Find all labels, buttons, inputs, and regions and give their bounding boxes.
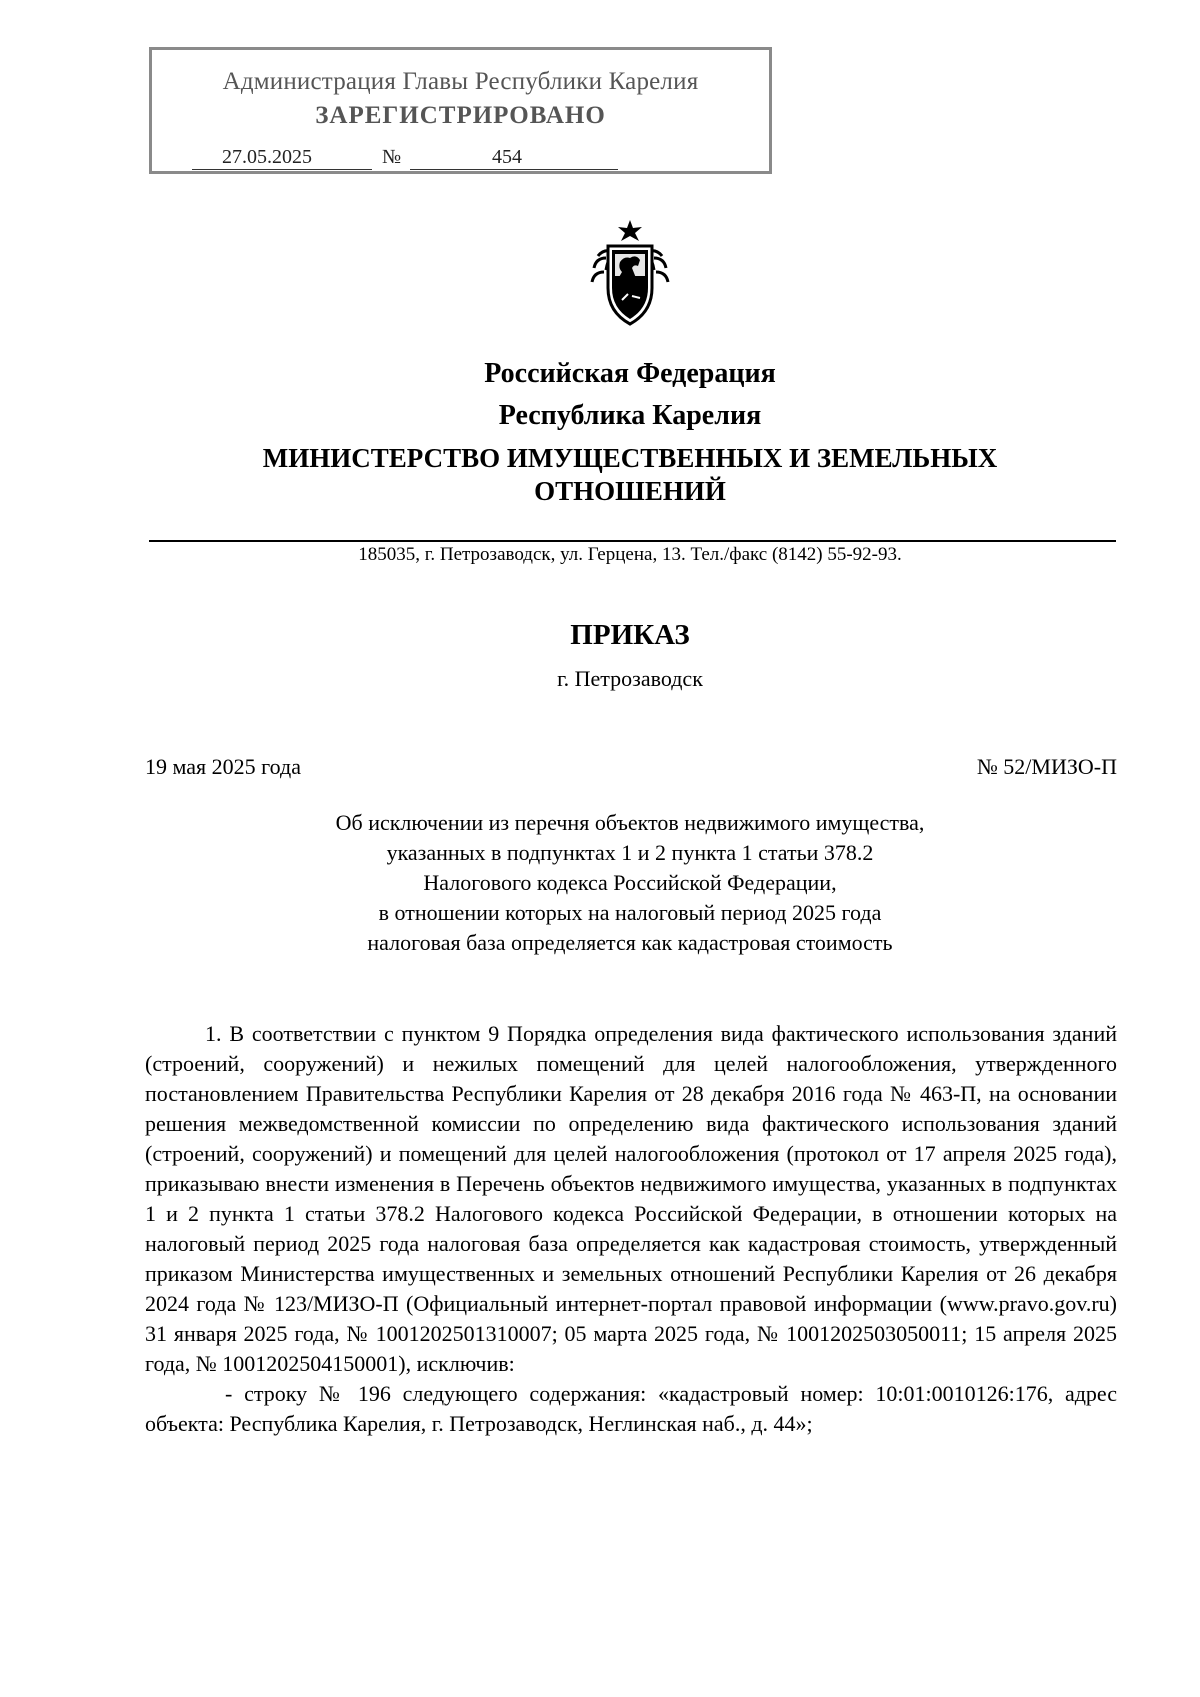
header-ministry-line1: МИНИСТЕРСТВО ИМУЩЕСТВЕННЫХ И ЗЕМЕЛЬНЫХ: [262, 443, 998, 473]
stamp-number-label: №: [382, 146, 402, 168]
stamp-date: 27.05.2025: [192, 146, 372, 170]
order-number: № 52/МИЗО-П: [976, 754, 1117, 779]
body-paragraph-1: 1. В соответствии с пунктом 9 Порядка определения вида фактического использования зданий (строений, сооружений) и нежилых помещений для целей налогообложения, утвержденного постановлением Правительства Республики Карелия от 28 декабря 2016 года № 463-П, на основании решения межведомственной комиссии по определению вида фактического использования зданий (строений, сооружений) и помещений для целей налогообложения (протокол от 17 апреля 2025 года), приказываю внести изменения в Перечень объектов недвижимого имущества, указанных в подпунктах 1 и 2 пункта 1 статьи 378.2 Налогового кодекса Российской Федерации, в отношении которых на налоговый период 2025 года налоговая база определяется как кадастровая стоимость, утвержденный приказом Министерства имущественных и земельных отношений Республики Карелия от 26 декабря 2024 года № 123/МИЗО-П (Официальный интернет-портал правовой информации (www.pravo.gov.ru) 31 января 2025 года, № 1001202501310007; 05 марта 2025 года, № 1001202503050011; 15 апреля 2025 года, № 1001202504150001), исключив:: [145, 1021, 1117, 1376]
order-date: 19 мая 2025 года: [145, 754, 301, 779]
header-ministry-line2: ОТНОШЕНИЙ: [534, 476, 726, 506]
document-title: ПРИКАЗ: [570, 619, 690, 651]
stamp-organization: Администрация Главы Республики Карелия: [222, 68, 699, 95]
subject-line: Налогового кодекса Российской Федерации,: [423, 870, 837, 895]
document-city: г. Петрозаводск: [557, 666, 703, 691]
stamp-status: ЗАРЕГИСТРИРОВАНО: [315, 102, 606, 129]
subject-line: указанных в подпунктах 1 и 2 пункта 1 статьи 378.2: [386, 840, 874, 865]
stamp-number: 454: [410, 146, 618, 170]
header-republic: Республика Карелия: [498, 400, 762, 431]
ministry-address: 185035, г. Петрозаводск, ул. Герцена, 13. Тел./факс (8142) 55-92-93.: [358, 544, 902, 565]
subject-line: налоговая база определяется как кадастровая стоимость: [367, 930, 893, 955]
header-ministry: [140, 442, 1120, 508]
subject-line: Об исключении из перечня объектов недвижимого имущества,: [335, 810, 925, 835]
subject-line: в отношении которых на налоговый период 2025 года: [378, 900, 882, 925]
registration-stamp: [149, 47, 772, 174]
order-subject: [140, 808, 1120, 958]
karelia-coat-of-arms-icon: [584, 218, 676, 328]
order-body: [145, 1019, 1117, 1439]
body-list-item-1: - строку № 196 следующего содержания: «кадастровый номер: 10:01:0010126:176, адрес объекта: Республика Карелия, г. Петрозаводск, Неглинская наб., д. 44»;: [145, 1381, 1117, 1436]
header-country: Российская Федерация: [484, 358, 776, 389]
header-divider: [149, 540, 1116, 542]
